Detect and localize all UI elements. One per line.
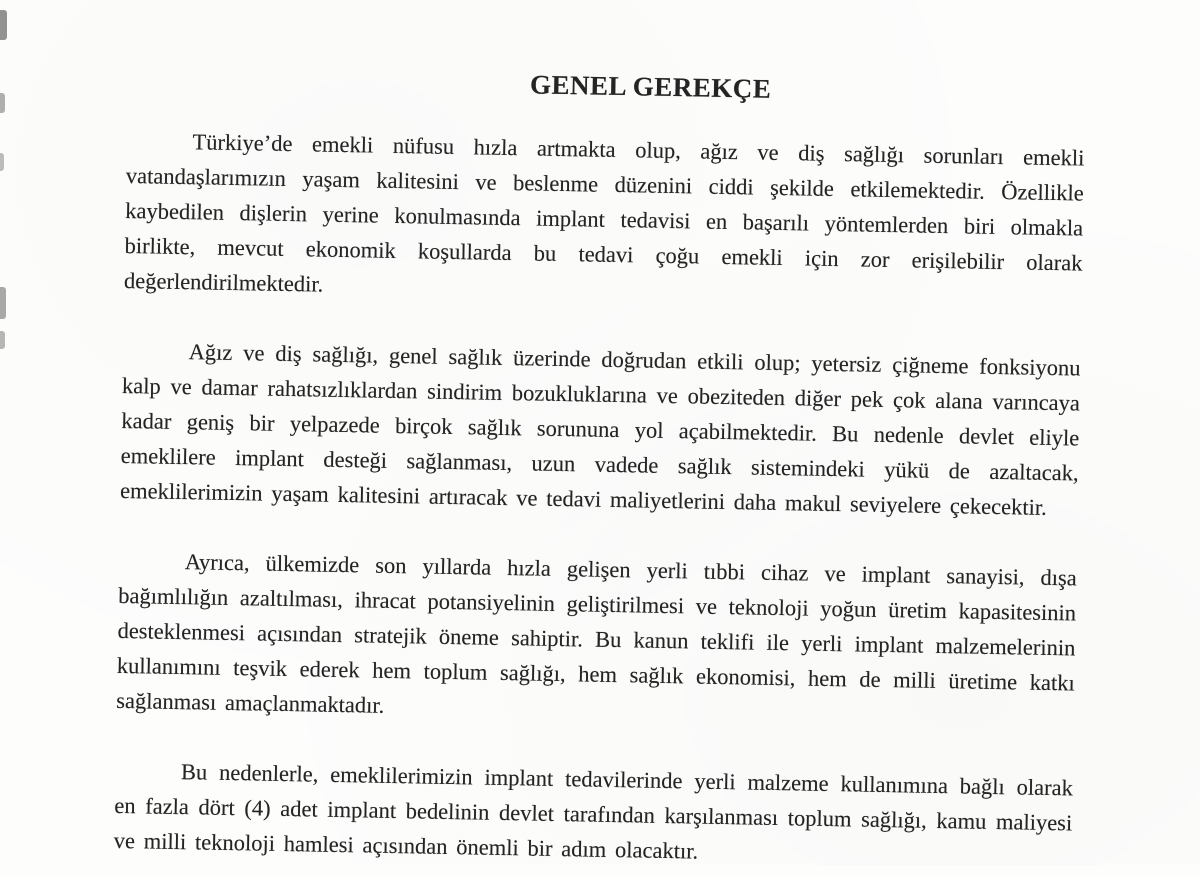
scan-artifact xyxy=(0,153,4,171)
paragraph: Ağız ve diş sağlığı, genel sağlık üzerinde doğrudan etkili olup; yetersiz çiğneme fonksiyonu kalp ve damar rahatsızlıklardan sindirim bozukluklarına ve obeziteden diğer pek çok alana varıncaya kadar geniş bir yelpazede birçok sağlık sorununa yol açabilmektedir. Bu nedenle devlet eliyle emeklilere implant desteği sağlanması, uzun vadede sağlık sistemindeki yükü de azaltacak, emeklilerimizin yaşam kalitesini artıracak ve tedavi maliyetlerini daha makul seviyelere çekecektir. xyxy=(119,339,1081,520)
page-title: GENEL GEREKÇE xyxy=(529,69,772,104)
paragraph: Türkiye’de emekli nüfusu hızla artmakta olup, ağız ve diş sağlığı sorunları emekli vatandaşlarımızın yaşam kalitesini ve beslenme düzenini ciddi şekilde etkilemektedir. Özellikle kaybedilen dişlerin yerine konulmasında implant tedavisi en başarılı yöntemlerden biri olmakla birlikte, mevcut ekonomik koşullarda bu tedavi çoğu emekli için zor erişilebilir olarak değerlendirilmektedir. xyxy=(123,129,1085,297)
paragraph: Bu nedenlerle, emeklilerimizin implant tedavilerinde yerli malzeme kullanımına bağlı olarak en fazla dört (4) adet implant bedelinin devlet tarafından karşılanması toplum sağlığı, kamu maliyesi ve milli teknoloji hamlesi açısından önemli bir adım olacaktır. xyxy=(113,759,1074,864)
paragraph: Ayrıca, ülkemizde son yıllarda hızla gelişen yerli tıbbi cihaz ve implant sanayisi, dışa bağımlılığın azaltılması, ihracat potansiyelinin geliştirilmesi ve teknoloji yoğun üretim kapasitesinin desteklenmesi açısından stratejik öneme sahiptir. Bu kanun teklifi ile yerli implant malzemelerinin kullanımını teşvik ederek hem toplum sağlığı, hem sağlık ekonomisi, hem de milli üretime katkı sağlanması amaçlanmaktadır. xyxy=(116,549,1077,718)
document-body xyxy=(113,123,1084,875)
scan-artifact xyxy=(0,287,6,319)
scan-artifact xyxy=(0,331,5,349)
document-page xyxy=(113,62,1085,875)
scan-artifact xyxy=(0,10,7,40)
scan-artifact xyxy=(0,93,5,113)
